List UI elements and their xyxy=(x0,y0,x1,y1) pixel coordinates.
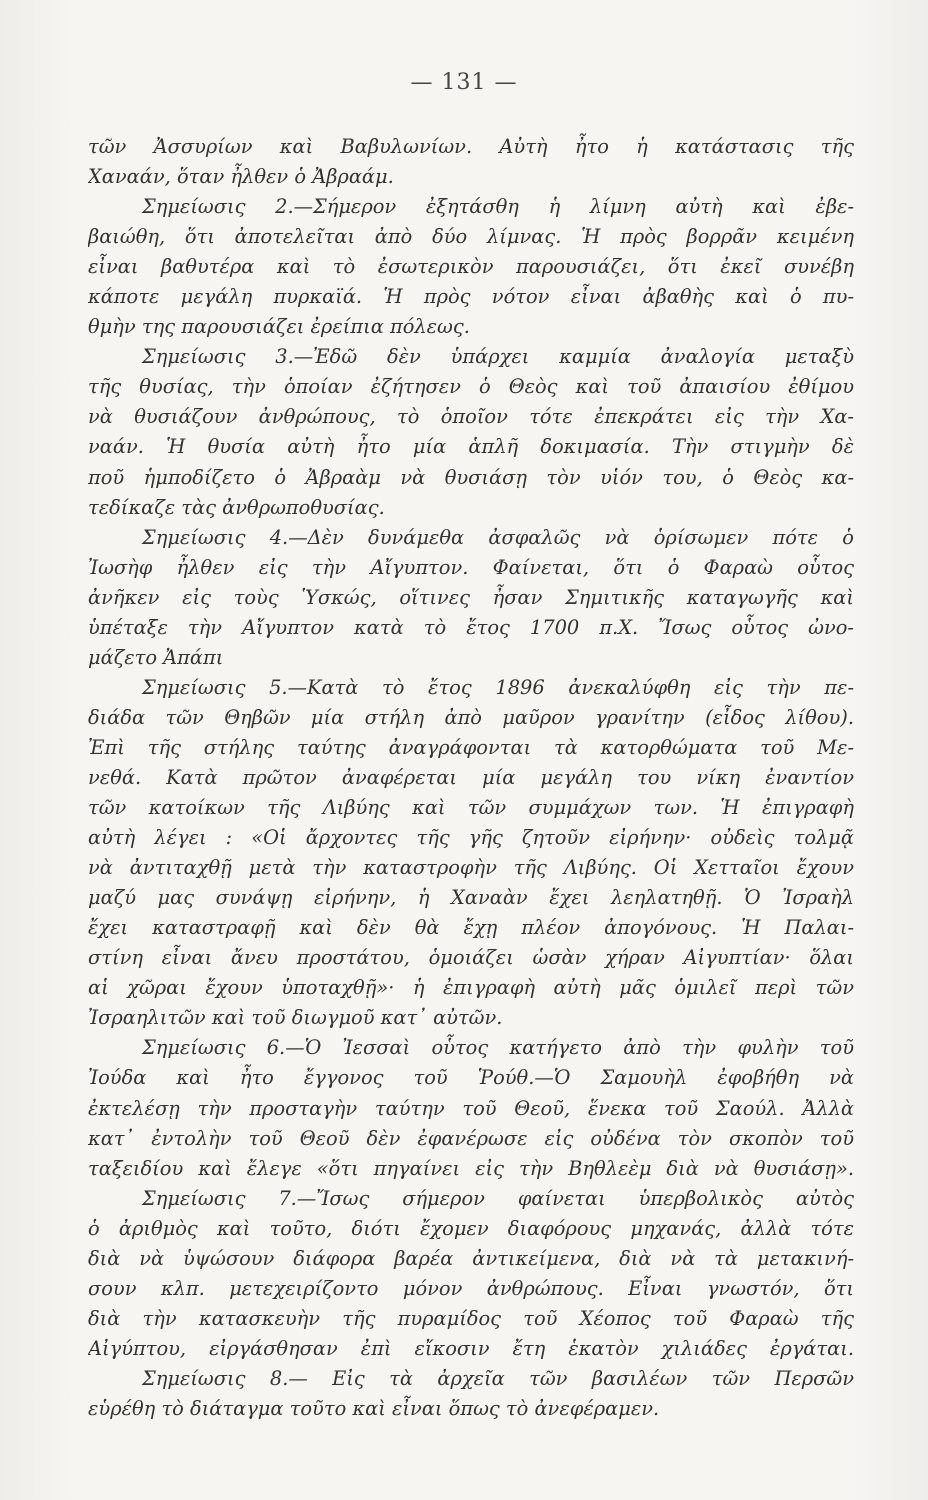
text-line: μάζετο Ἀπάπι xyxy=(88,645,224,669)
body-text xyxy=(88,132,854,1424)
text-line: τῶν Ἀσσυρίων καὶ Βαβυλωνίων. Αὐτὴ ἦτο ἡ κατάστασις τῆς xyxy=(88,135,854,158)
note-6-heading: Σημείωσις 6.—Ὁ Ἰεσσαὶ οὗτος κατήγετο ἀπὸ τὴν φυλὴν τοῦ xyxy=(142,1036,854,1060)
text-line: στίνη εἶναι ἄνευ προστάτου, ὁμοιάζει ὡσὰν χήραν Αἰγυπτίαν· ὅλαι xyxy=(88,946,854,970)
text-line: Ἐπὶ τῆς στήλης ταύτης ἀναγράφονται τὰ κατορθώματα τοῦ Με- xyxy=(88,735,854,759)
text-line: νεθά. Κατὰ πρῶτον ἀναφέρεται μία μεγάλη του νίκη ἐναντίον xyxy=(88,765,854,789)
text-line: διάδα τῶν Θηβῶν μία στήλη ἀπὸ μαῦρον γρανίτην (εἶδος λίθου). xyxy=(88,705,854,729)
text-line: Ἰσραηλιτῶν καὶ τοῦ διωγμοῦ κατ᾽ αὐτῶν. xyxy=(88,1006,503,1030)
text-line: ταξειδίου καὶ ἔλεγε «ὅτι πηγαίνει εἰς τὴν Βηθλεὲμ διὰ νὰ θυσιάσῃ». xyxy=(88,1156,854,1180)
text-line: εἶναι βαθυτέρα καὶ τὸ ἐσωτερικὸν παρουσιάζει, ὅτι ἐκεῖ συνέβη xyxy=(88,255,854,279)
note-2-heading: Σημείωσις 2.—Σήμερον ἐξητάσθη ἡ λίμνη αὐτὴ καὶ ἐβε- xyxy=(142,195,854,219)
text-line: αὐτὴ λέγει : «Οἱ ἄρχοντες τῆς γῆς ζητοῦν εἰρήνην· οὐδεὶς τολμᾷ xyxy=(88,826,854,850)
text-line: εὑρέθη τὸ διάταγμα τοῦτο καὶ εἶναι ὅπως τὸ ἀνεφέραμεν. xyxy=(88,1396,660,1420)
page-number: — 131 — xyxy=(410,70,518,95)
text-line: διὰ νὰ ὑψώσουν διάφορα βαρέα ἀντικείμενα, διὰ νὰ τὰ μετακινή- xyxy=(88,1246,854,1270)
text-line: ἀνῆκεν εἰς τοὺς Ὑσκώς, οἵτινες ἦσαν Σημιτικῆς καταγωγῆς καὶ xyxy=(88,585,854,609)
text-line: θμὴν της παρουσιάζει ἐρείπια πόλεως. xyxy=(88,315,470,339)
text-line: ἐκτελέσῃ τὴν προσταγὴν ταύτην τοῦ Θεοῦ, ἕνεκα τοῦ Σαούλ. Ἀλλὰ xyxy=(88,1096,854,1120)
note-3-heading: Σημείωσις 3.—Ἐδῶ δὲν ὑπάρχει καμμία ἀναλογία μεταξὺ xyxy=(142,345,854,369)
text-line: βαιώθη, ὅτι ἀποτελεῖται ἀπὸ δύο λίμνας. Ἡ πρὸς βορρᾶν κειμένη xyxy=(88,225,854,249)
text-line: τῆς θυσίας, τὴν ὁποίαν ἐζήτησεν ὁ Θεὸς καὶ τοῦ ἀπαισίου ἐθίμου xyxy=(88,375,854,399)
text-line: σουν κλπ. μετεχειρίζοντο μόνον ἀνθρώπους. Εἶναι γνωστόν, ὅτι xyxy=(88,1276,854,1300)
text-line: νὰ ἀντιταχθῇ μετὰ τὴν καταστροφὴν τῆς Λιβύης. Οἱ Χετταῖοι ἔχουν xyxy=(88,856,854,880)
text-line: κατ᾽ ἐντολὴν τοῦ Θεοῦ δὲν ἐφανέρωσε εἰς οὐδένα τὸν σκοπὸν τοῦ xyxy=(88,1126,854,1150)
text-line: Αἰγύπτου, εἰργάσθησαν ἐπὶ εἴκοσιν ἔτη ἑκατὸν χιλιάδες ἐργάται. xyxy=(88,1336,854,1360)
text-line: μαζύ μας συνάψῃ εἰρήνην, ἡ Χαναὰν ἔχει λεηλατηθῇ. Ὁ Ἰσραὴλ xyxy=(88,886,854,910)
text-line: ναάν. Ἡ θυσία αὐτὴ ἦτο μία ἁπλῆ δοκιμασία. Τὴν στιγμὴν δὲ xyxy=(88,435,854,459)
note-7-heading: Σημείωσις 7.—Ἴσως σήμερον φαίνεται ὑπερβολικὸς αὐτὸς xyxy=(142,1186,854,1210)
text-line: διὰ τὴν κατασκευὴν τῆς πυραμίδος τοῦ Χέοπος τοῦ Φαραὼ τῆς xyxy=(88,1306,854,1330)
text-line: ποῦ ἡμποδίζετο ὁ Ἀβραὰμ νὰ θυσιάσῃ τὸν υἱόν του, ὁ Θεὸς κα- xyxy=(88,465,854,489)
text-line: Χαναάν, ὅταν ἦλθεν ὁ Ἀβραάμ. xyxy=(88,165,394,189)
note-5-heading: Σημείωσις 5.—Κατὰ τὸ ἔτος 1896 ἀνεκαλύφθη εἰς τὴν πε- xyxy=(142,675,854,699)
text-line: ἔχει καταστραφῇ καὶ δὲν θὰ ἔχῃ πλέον ἀπογόνους. Ἡ Παλαι- xyxy=(88,916,854,940)
note-8-heading: Σημείωσις 8.— Εἰς τὰ ἀρχεῖα τῶν βασιλέων τῶν Περσῶν xyxy=(142,1366,854,1390)
text-line: κάποτε μεγάλη πυρκαϊά. Ἡ πρὸς νότον εἶναι ἀβαθὴς καὶ ὁ πυ- xyxy=(88,285,854,309)
text-line: Ἰωσὴφ ἦλθεν εἰς τὴν Αἴγυπτον. Φαίνεται, ὅτι ὁ Φαραὼ οὗτος xyxy=(88,555,854,579)
text-line: ὑπέταξε τὴν Αἴγυπτον κατὰ τὸ ἔτος 1700 π.Χ. Ἴσως οὗτος ὠνο- xyxy=(88,615,854,639)
text-line: νὰ θυσιάζουν ἀνθρώπους, τὸ ὁποῖον τότε ἐπεκράτει εἰς τὴν Χα- xyxy=(88,405,854,429)
text-line: Ἰούδα καὶ ἦτο ἔγγονος τοῦ Ῥούθ.—Ὁ Σαμουὴλ ἐφοβήθη νὰ xyxy=(88,1066,854,1090)
text-line: τεδίκαζε τὰς ἀνθρωποθυσίας. xyxy=(88,495,385,519)
text-line: ὁ ἀριθμὸς καὶ τοῦτο, διότι ἔχομεν διαφόρους μηχανάς, ἀλλὰ τότε xyxy=(88,1216,854,1240)
text-line: αἱ χῶραι ἔχουν ὑποταχθῇ»· ἡ ἐπιγραφὴ αὐτὴ μᾶς ὁμιλεῖ περὶ τῶν xyxy=(88,976,854,1000)
note-4-heading: Σημείωσις 4.—Δὲν δυνάμεθα ἀσφαλῶς νὰ ὁρίσωμεν πότε ὁ xyxy=(142,525,854,549)
text-line: τῶν κατοίκων τῆς Λιβύης καὶ τῶν συμμάχων των. Ἡ ἐπιγραφὴ xyxy=(88,796,854,820)
